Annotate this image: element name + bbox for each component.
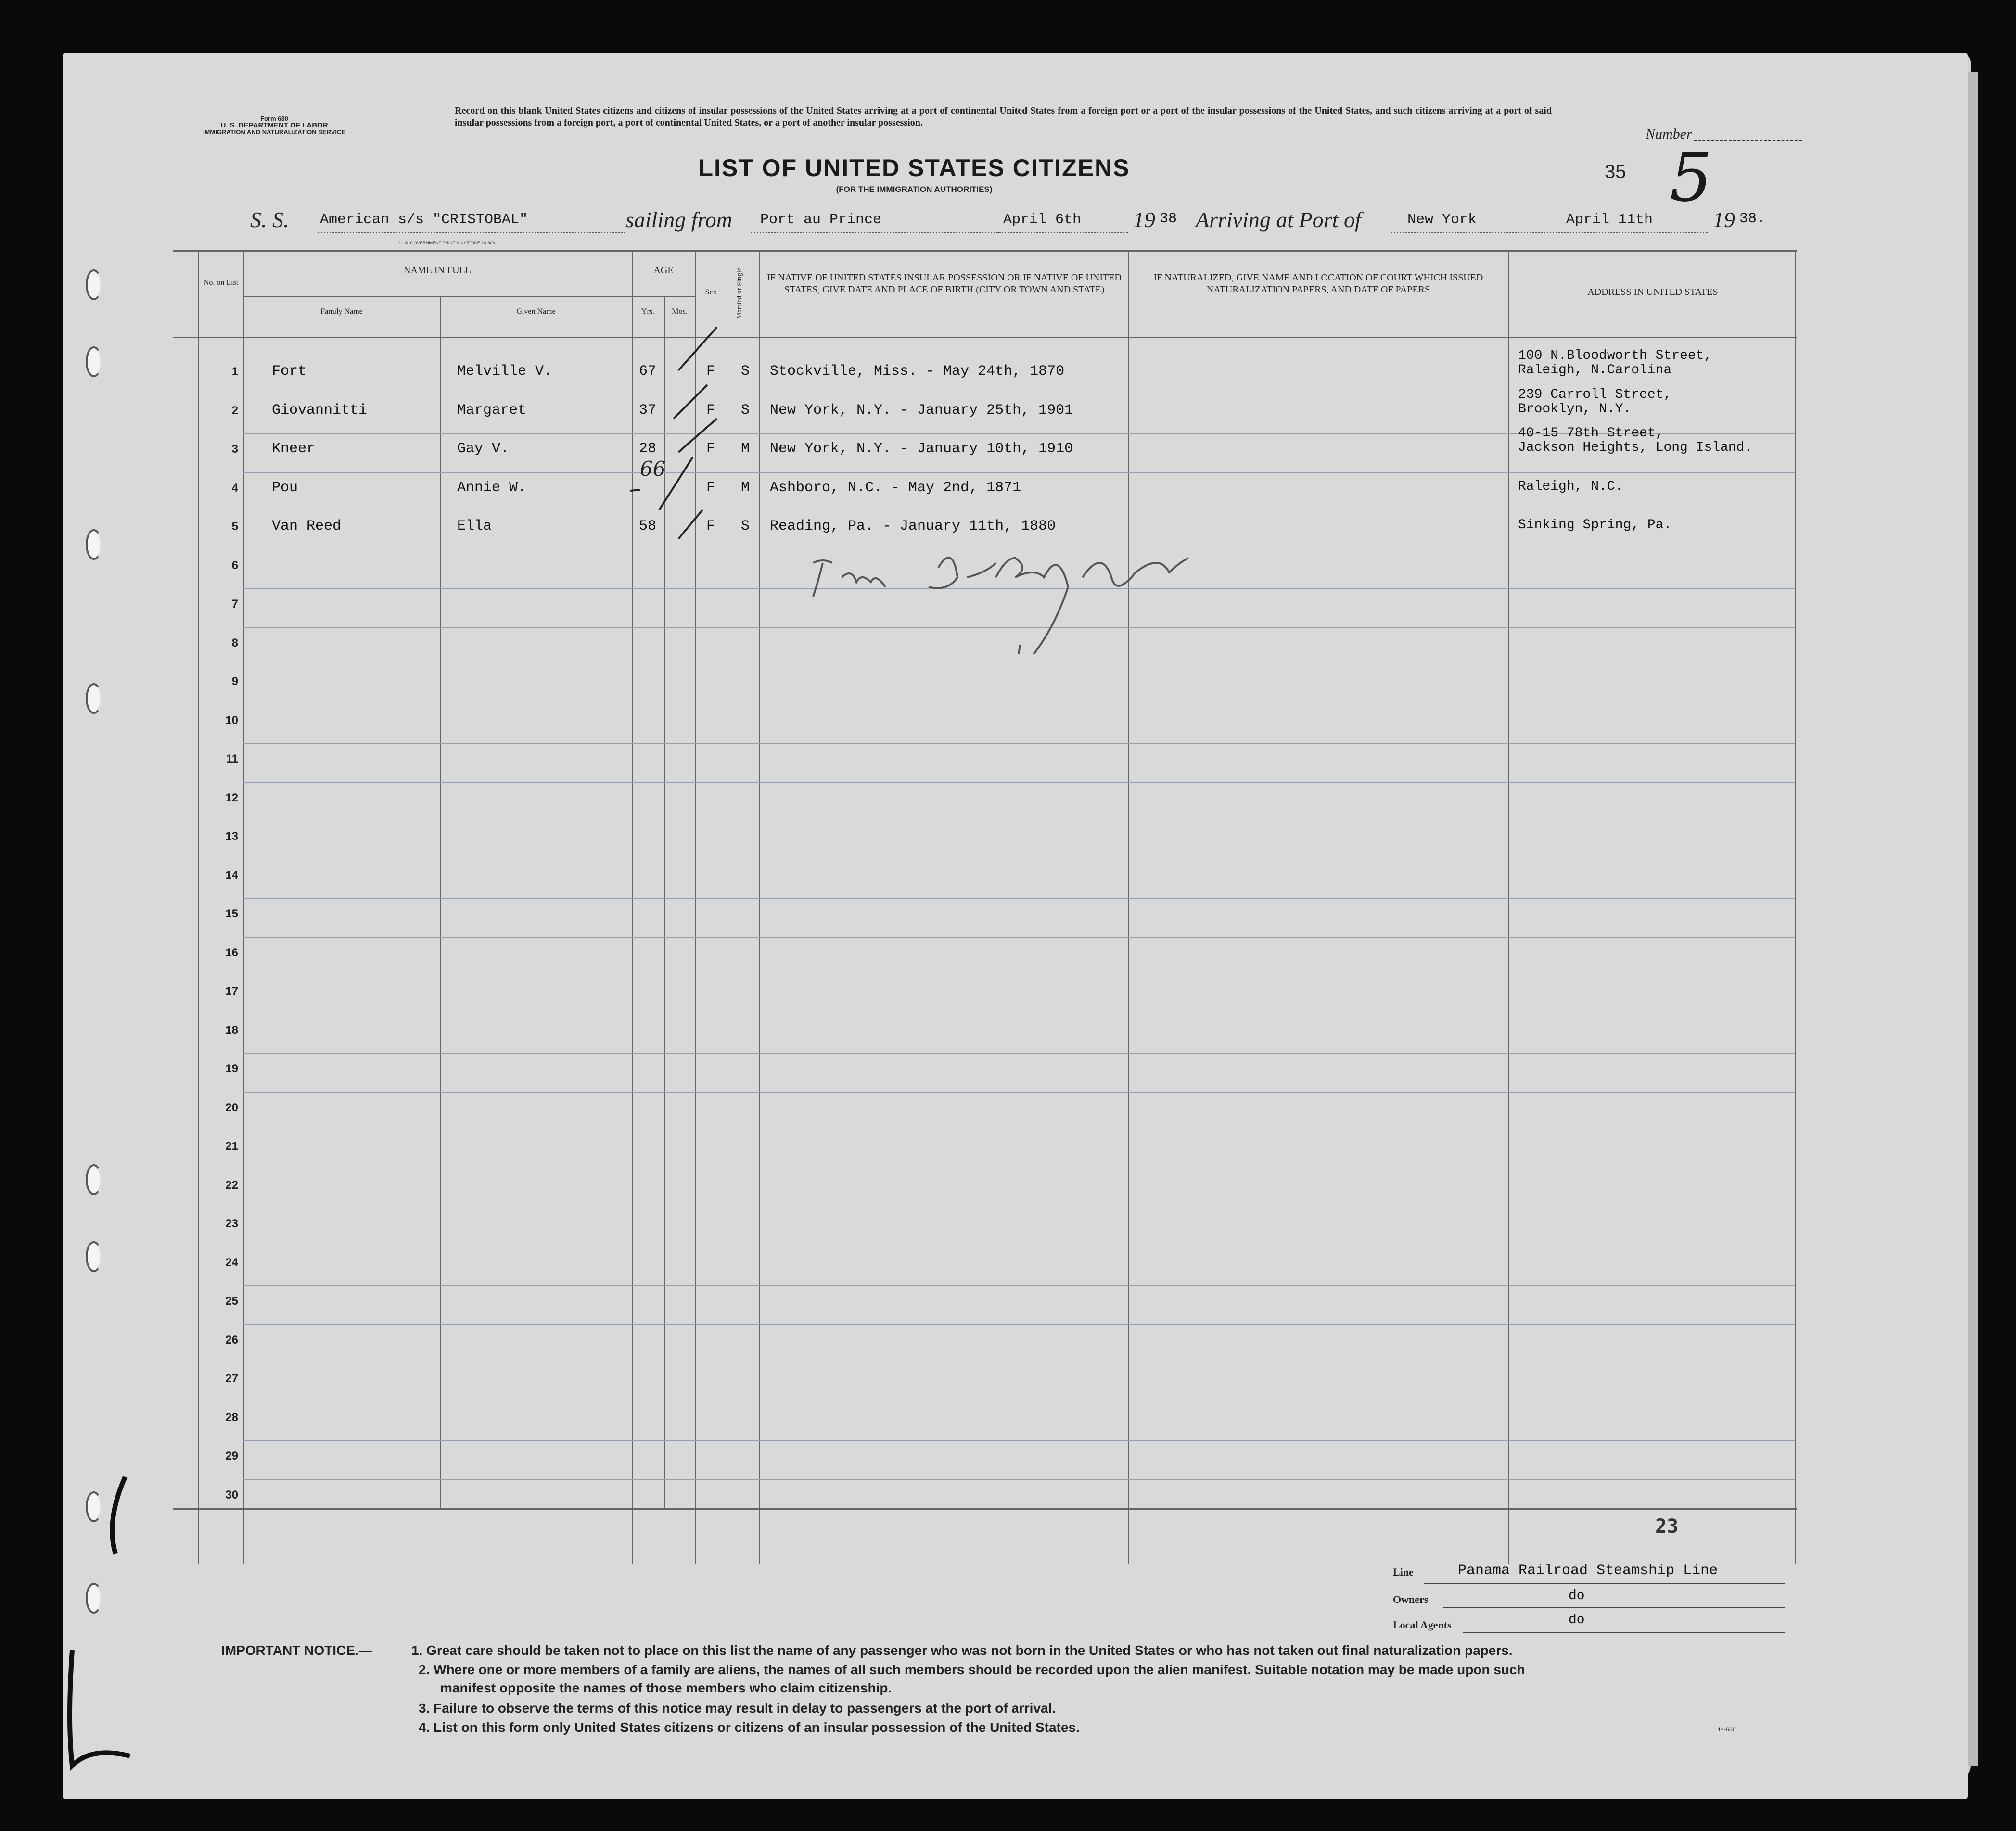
sex-cell: F xyxy=(706,363,715,380)
col-married-single: Married or Single xyxy=(736,267,743,319)
vessel-line xyxy=(250,207,1766,241)
binding-stroke xyxy=(112,1477,125,1554)
given-name-cell: Margaret xyxy=(457,402,527,419)
ruled-line xyxy=(243,743,1795,744)
intro-instructions: Record on this blank United States citizens and citizens of insular possessions of the United States arriving at a port of continental United States from a foreign port or a port of the insular possessions of the United States, and such citizens arriving at a port of said insular possessions from a foreign port, a port of continental United States, or a port of another insular possession. xyxy=(455,105,1552,128)
row-number: 4 xyxy=(231,481,238,495)
col-age-mos: Mos. xyxy=(672,307,688,316)
ruled-line xyxy=(243,1053,1795,1054)
ruled-line xyxy=(243,1092,1795,1093)
col-birth-details: IF NATIVE OF UNITED STATES INSULAR POSSESSION OR IF NATIVE OF UNITED STATES, GIVE DATE AND PLACE OF BIRTH (CITY OR TOWN AND STATE) xyxy=(767,272,1122,295)
arrival-date-line xyxy=(1564,232,1708,233)
departure-year: 38 xyxy=(1160,211,1177,227)
birth-details-cell: New York, N.Y. - January 10th, 1910 xyxy=(770,441,1073,457)
checkmark-stroke xyxy=(674,385,707,419)
row-number: 26 xyxy=(225,1333,238,1347)
col-rule xyxy=(243,250,244,1564)
row-number: 30 xyxy=(225,1488,238,1501)
col-address: ADDRESS IN UNITED STATES xyxy=(1587,287,1718,297)
col-no-on-list: No. on List xyxy=(203,279,239,287)
row-number: 29 xyxy=(225,1450,238,1462)
family-name-cell: Giovannitti xyxy=(272,402,368,419)
owners-label: Owners xyxy=(1393,1593,1429,1605)
row-number: 27 xyxy=(225,1372,238,1385)
birth-details-cell: Ashboro, N.C. - May 2nd, 1871 xyxy=(770,479,1021,496)
signature-scrawl xyxy=(813,560,885,597)
row-number: 6 xyxy=(231,559,238,572)
row-number: 21 xyxy=(225,1140,238,1153)
marital-status-cell: M xyxy=(741,441,750,457)
page-title: LIST OF UNITED STATES CITIZENS xyxy=(698,154,1130,181)
punch-hole xyxy=(86,683,102,714)
row-number: 28 xyxy=(225,1411,238,1424)
dash-mark xyxy=(630,490,640,491)
list-page-number: 35 xyxy=(1605,161,1626,182)
punch-hole xyxy=(86,1241,102,1272)
address-line-2-cell: Jackson Heights, Long Island. xyxy=(1518,440,1753,455)
age-years-cell: 58 xyxy=(639,518,657,534)
number-label: Number xyxy=(1646,126,1692,142)
col-naturalization: IF NATURALIZED, GIVE NAME AND LOCATION OF COURT WHICH ISSUED NATURALIZATION PAPERS, AND DATE OF PAPERS xyxy=(1153,272,1483,295)
printing-office-note: U. S. GOVERNMENT PRINTING OFFICE 14-606 xyxy=(399,241,495,245)
service-name: IMMIGRATION AND NATURALIZATION SERVICE xyxy=(203,128,346,136)
punch-hole xyxy=(86,269,102,300)
notice-item-3: 3. Failure to observe the terms of this notice may result in delay to passengers at the port of arrival. xyxy=(419,1701,1056,1716)
row-number: 11 xyxy=(226,752,238,765)
row-number: 22 xyxy=(225,1178,238,1192)
row-number: 20 xyxy=(225,1101,238,1114)
address-line-2-cell: Raleigh, N.Carolina xyxy=(1518,363,1672,378)
checkmark-stroke xyxy=(678,510,702,539)
punch-hole xyxy=(86,346,102,377)
punch-hole xyxy=(86,529,102,560)
departure-port-line xyxy=(751,232,1001,233)
ruled-line xyxy=(243,1324,1795,1325)
address-line-2-cell: Brooklyn, N.Y. xyxy=(1518,401,1632,417)
given-name-cell: Melville V. xyxy=(457,363,553,380)
ruled-line xyxy=(243,1440,1795,1441)
arrival-year: 38. xyxy=(1739,211,1766,227)
ruled-line xyxy=(243,782,1795,783)
steamship-line-value: Panama Railroad Steamship Line xyxy=(1458,1563,1718,1579)
notice-item-2: 2. Where one or more members of a family are aliens, the names of all such members should be recorded upon the alien manifest. Suitable notation may be made upon such xyxy=(419,1662,1525,1677)
marital-status-cell: S xyxy=(741,518,750,534)
ruled-line xyxy=(243,1285,1795,1286)
binding-marks xyxy=(53,1467,140,1785)
marital-status-cell: M xyxy=(741,479,750,496)
col-rule xyxy=(1795,250,1796,1564)
sex-cell: F xyxy=(706,479,715,496)
address-line-1-cell: 40-15 78th Street, xyxy=(1518,426,1664,441)
notice-item-4: 4. List on this form only United States citizens or citizens of an insular possession of the United States. xyxy=(419,1720,1080,1735)
local-agents-underline xyxy=(1463,1632,1785,1633)
sex-cell: F xyxy=(706,518,715,534)
row-number: 3 xyxy=(231,443,238,456)
row-number: 8 xyxy=(231,636,238,649)
sailing-from-label: sailing from xyxy=(625,207,732,232)
col-age-yrs: Yrs. xyxy=(641,307,655,316)
departure-port: Port au Prince xyxy=(760,212,882,228)
col-age: AGE xyxy=(653,265,674,276)
ruled-line xyxy=(243,1479,1795,1480)
age-years-cell: 67 xyxy=(639,363,657,380)
marital-status-cell: S xyxy=(741,363,750,380)
address-line-1-cell: Raleigh, N.C. xyxy=(1518,479,1623,494)
given-name-cell: Annie W. xyxy=(457,479,527,496)
local-agents-label: Local Agents xyxy=(1393,1619,1452,1631)
row-number: 17 xyxy=(225,985,238,998)
checkmark-stroke xyxy=(678,327,717,370)
row-number: 1 xyxy=(231,365,238,378)
signature-scrawl xyxy=(929,558,1188,654)
col-sex: Sex xyxy=(705,288,717,296)
age-subheader-rule xyxy=(632,296,695,297)
arrival-year-prefix: 19 xyxy=(1713,207,1735,232)
row-number: 13 xyxy=(225,830,238,843)
departure-year-prefix: 19 xyxy=(1133,207,1155,232)
row-number: 16 xyxy=(225,946,238,959)
row-number: 19 xyxy=(225,1062,238,1075)
birth-details-cell: New York, N.Y. - January 25th, 1901 xyxy=(770,402,1073,419)
address-line-1-cell: 100 N.Bloodworth Street, xyxy=(1518,348,1712,363)
birth-details-cell: Reading, Pa. - January 11th, 1880 xyxy=(770,518,1056,534)
notice-heading: IMPORTANT NOTICE.— xyxy=(221,1643,372,1658)
family-name-cell: Van Reed xyxy=(272,518,342,534)
row-number: 25 xyxy=(225,1295,238,1308)
address-line-1-cell: Sinking Spring, Pa. xyxy=(1518,518,1672,533)
col-given-name: Given Name xyxy=(516,307,556,316)
row-number: 7 xyxy=(231,598,238,610)
arrival-port: New York xyxy=(1407,212,1477,228)
age-years-cell: 28 xyxy=(639,441,657,457)
notice-item-2-continued: manifest opposite the names of those members who claim citizenship. xyxy=(440,1680,892,1695)
sex-cell: F xyxy=(706,441,715,457)
col-name-in-full: NAME IN FULL xyxy=(404,265,471,276)
departure-date-line xyxy=(998,232,1128,233)
ruled-line xyxy=(243,937,1795,938)
age-years-cell: 37 xyxy=(639,402,657,419)
department-name: U. S. DEPARTMENT OF LABOR xyxy=(220,121,328,129)
punch-hole xyxy=(86,1164,102,1195)
row-number: 9 xyxy=(231,675,238,688)
marital-status-cell: S xyxy=(741,402,750,419)
row-number: 15 xyxy=(225,907,238,920)
given-name-cell: Gay V. xyxy=(457,441,510,457)
line-label: Line xyxy=(1393,1566,1414,1578)
col-rule xyxy=(1508,250,1509,1564)
col-rule xyxy=(440,296,441,1508)
arriving-label: Arriving at Port of xyxy=(1196,207,1361,232)
name-subheader-rule xyxy=(243,296,664,297)
row-number: 5 xyxy=(231,520,238,533)
address-line-1-cell: 239 Carroll Street, xyxy=(1518,387,1672,402)
row-number: 2 xyxy=(231,404,238,417)
col-family-name: Family Name xyxy=(320,307,363,316)
family-name-cell: Pou xyxy=(272,479,298,496)
table-bottom-rule xyxy=(173,1508,1797,1510)
ss-label: S. S. xyxy=(250,207,289,232)
row-number: 10 xyxy=(225,713,238,727)
row-number: 18 xyxy=(225,1023,238,1037)
row-number: 23 xyxy=(225,1217,238,1230)
handwritten-sheet-number: 5 xyxy=(1670,139,1713,217)
family-name-cell: Kneer xyxy=(272,441,316,457)
sex-cell: F xyxy=(706,402,715,419)
owners-underline xyxy=(1443,1607,1785,1608)
ship-name-line xyxy=(318,232,625,233)
birth-details-cell: Stockville, Miss. - May 24th, 1870 xyxy=(770,363,1065,380)
ruled-line xyxy=(243,898,1795,899)
row-number: 24 xyxy=(225,1256,238,1269)
departure-date: April 6th xyxy=(1003,212,1082,228)
ship-name: American s/s "CRISTOBAL" xyxy=(320,212,528,228)
handwritten-annotations xyxy=(621,308,1270,654)
page-stamp-number: 23 xyxy=(1655,1515,1679,1538)
owners-value: do xyxy=(1569,1589,1585,1603)
checkmark-stroke xyxy=(678,419,717,452)
binding-stroke xyxy=(70,1650,130,1766)
row-number: 12 xyxy=(225,791,238,804)
line-underline xyxy=(1424,1583,1785,1584)
given-name-cell: Ella xyxy=(457,518,492,534)
family-name-cell: Fort xyxy=(272,363,307,380)
notice-item-1: 1. Great care should be taken not to place on this list the name of any passenger who was not born in the United States or who has not taken out final naturalization papers. xyxy=(411,1643,1513,1658)
local-agents-value: do xyxy=(1569,1613,1585,1628)
handwritten-age-correction: 66 xyxy=(640,457,666,481)
page-subtitle: (FOR THE IMMIGRATION AUTHORITIES) xyxy=(836,185,993,194)
form-number: Form 630 xyxy=(260,115,288,122)
table-top-rule xyxy=(173,250,1797,252)
form-identifier xyxy=(192,115,356,136)
arrival-port-line xyxy=(1391,232,1583,233)
row-number: 14 xyxy=(225,868,238,882)
arrival-date: April 11th xyxy=(1566,212,1653,228)
form-code: 14-606 xyxy=(1718,1726,1736,1733)
